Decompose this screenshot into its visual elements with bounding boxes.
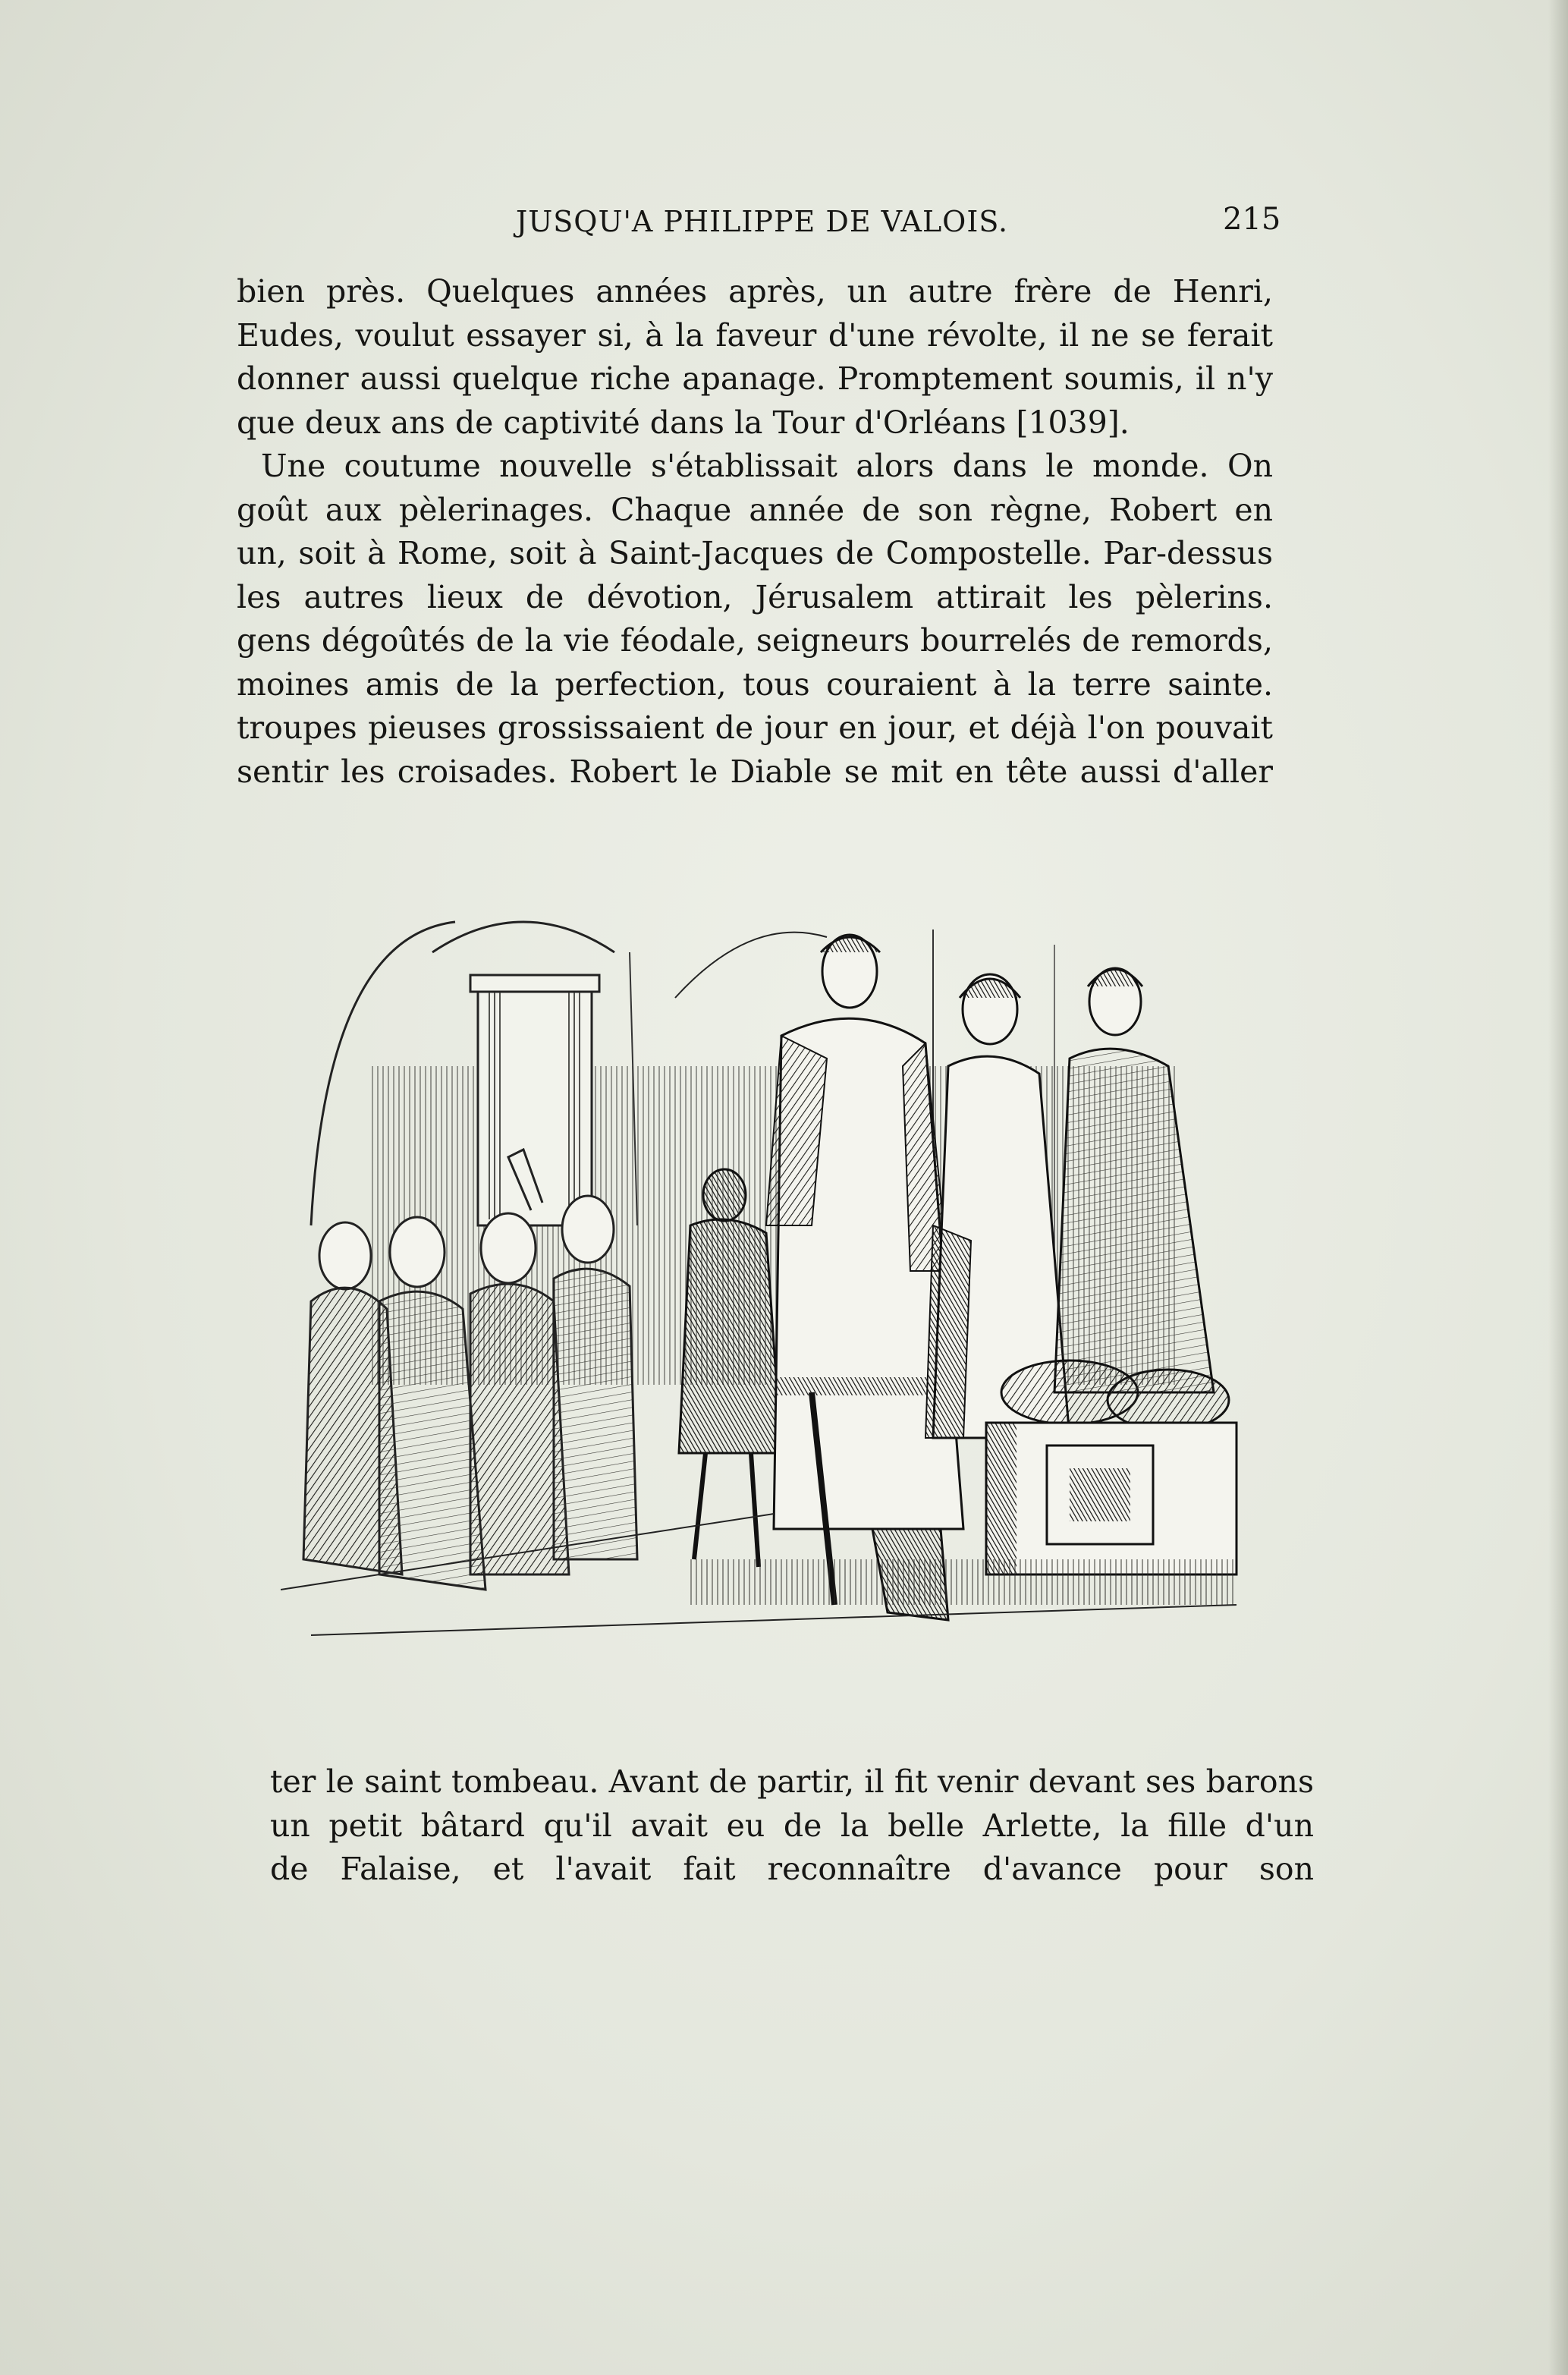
text-line: bien près. Quelques années après, un autre frère de Henri, bbox=[237, 273, 1273, 310]
attendant-figure bbox=[1054, 968, 1214, 1392]
text-line: un petit bâtard qu'il avait eu de la belle Arlette, la fille d'un bbox=[270, 1807, 1314, 1844]
text-line: de Falaise, et l'avait fait reconnaître d'avance pour son bbox=[270, 1851, 1314, 1887]
ornate-chest bbox=[986, 1361, 1236, 1574]
body-text-bottom bbox=[270, 1760, 1314, 1892]
running-title: JUSQU'A PHILIPPE DE VALOIS. bbox=[516, 205, 1009, 238]
text-line: que deux ans de captivité dans la Tour d'Orléans [1039]. bbox=[237, 404, 1130, 441]
text-line: les autres lieux de dévotion, Jérusalem attirait les pèlerins. bbox=[237, 578, 1273, 615]
engraving-illustration bbox=[281, 907, 1259, 1650]
text-line: gens dégoûtés de la vie féodale, seigneurs bourrelés de remords, bbox=[237, 622, 1273, 659]
body-text-top bbox=[237, 270, 1273, 794]
text-line: sentir les croisades. Robert le Diable se mit en tête aussi d'aller bbox=[237, 753, 1273, 790]
text-line: goût aux pèlerinages. Chaque année de son règne, Robert en bbox=[237, 491, 1273, 528]
page-edge-shadow bbox=[1548, 0, 1568, 2375]
text-line: Une coutume nouvelle s'établissait alors dans le monde. On bbox=[261, 448, 1273, 484]
page-number: 215 bbox=[1223, 202, 1281, 237]
text-line: ter le saint tombeau. Avant de partir, il fit venir devant ses barons bbox=[270, 1763, 1314, 1800]
text-line: Eudes, voulut essayer si, à la faveur d'une révolte, il ne se ferait bbox=[237, 316, 1273, 354]
text-line: donner aussi quelque riche apanage. Promptement soumis, il n'y bbox=[237, 360, 1273, 397]
text-line: un, soit à Rome, soit à Saint-Jacques de Compostelle. Par-dessus bbox=[237, 535, 1273, 571]
text-line: troupes pieuses grossissaient de jour en jour, et déjà l'on pouvait bbox=[237, 709, 1273, 746]
text-line: moines amis de la perfection, tous couraient à la terre sainte. bbox=[237, 665, 1273, 703]
